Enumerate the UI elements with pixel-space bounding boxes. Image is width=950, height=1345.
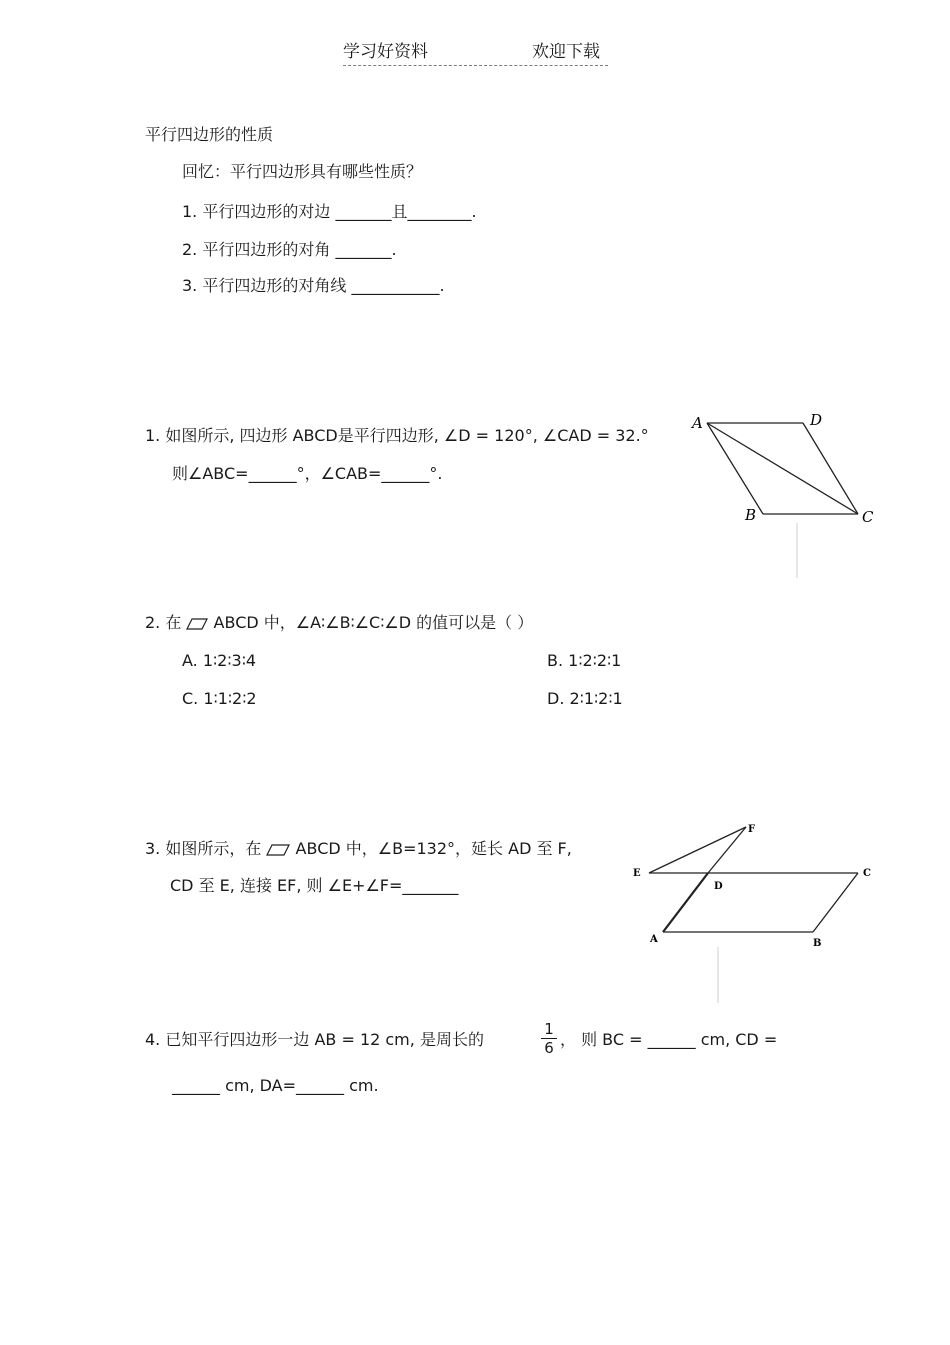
q2-option-a: A. 1∶2∶3∶4 [182,651,257,670]
q4-fraction [541,1021,557,1056]
q1-line1: 1. 如图所示, 四边形 ABCD是平行四边形, ∠D = 120°, ∠CAD = 32.° [145,426,649,445]
q4-line2: ______ cm, DA=______ cm. [172,1076,379,1095]
q3-side-ad [663,873,708,932]
q3-label-c: C [863,868,871,879]
q1-label-d: D [810,411,823,429]
q2-option-b: B. 1∶2∶2∶1 [547,651,622,670]
q3-line2: CD 至 E, 连接 EF, 则 ∠E+∠F=_______ [170,876,459,895]
q1-line2: 则∠ABC=______°，∠CAB=______°. [172,464,443,483]
q3-extension-df [708,827,746,873]
q1-diagonal-ac [707,423,858,514]
parallelogram-symbol-icon [186,617,208,631]
section-title: 平行四边形的性质 [145,125,274,144]
recall-item-3: 3. 平行四边形的对角线 ___________. [182,276,445,295]
q3-figure [625,815,885,1010]
header-divider [343,65,608,66]
q1-label-b: B [745,506,757,524]
q3-stem-post: ABCD 中，∠B=132°，延长 AD 至 F, [295,839,572,858]
q3-label-e: E [633,868,641,879]
q1-side-ba [707,423,763,514]
q3-label-a: A [650,934,658,945]
q1-label-c: C [862,508,874,526]
q3-label-d: D [714,881,723,892]
parallelogram-symbol-icon [266,843,290,857]
q4-fraction-numerator: 1 [544,1020,554,1038]
q1-side-dc [803,423,858,514]
q3-label-f: F [748,824,756,835]
recall-item-2: 2. 平行四边形的对角 _______. [182,240,397,259]
recall-item-1: 1. 平行四边形的对边 _______且________. [182,202,477,221]
q1-figure [690,410,890,590]
q2-stem-rest: ABCD 中，∠A∶∠B∶∠C∶∠D 的值可以是（ ） [213,613,534,632]
header-right: 欢迎下载 [532,42,600,62]
q4-line1-post: ， 则 BC = ______ cm, CD = [560,1030,778,1049]
q3-side-bc [813,873,858,932]
header-left: 学习好资料 [343,42,428,62]
recall-prompt: 回忆：平行四边形具有哪些性质？ [182,162,423,181]
q4-line1-pre: 4. 已知平行四边形一边 AB = 12 cm, 是周长的 [145,1030,484,1049]
q3-segment-ef [649,827,746,873]
q3-stem-pre: 3. 如图所示，在 [145,839,262,858]
q2-stem [145,613,533,633]
q2-option-c: C. 1∶1∶2∶2 [182,689,257,708]
q3-stem [145,839,572,859]
q2-option-d: D. 2∶1∶2∶1 [547,689,623,708]
q4-fraction-denominator: 6 [544,1039,554,1057]
q3-label-b: B [813,938,822,949]
q1-label-a: A [692,414,703,432]
q2-stem-num: 2. 在 [145,613,182,632]
